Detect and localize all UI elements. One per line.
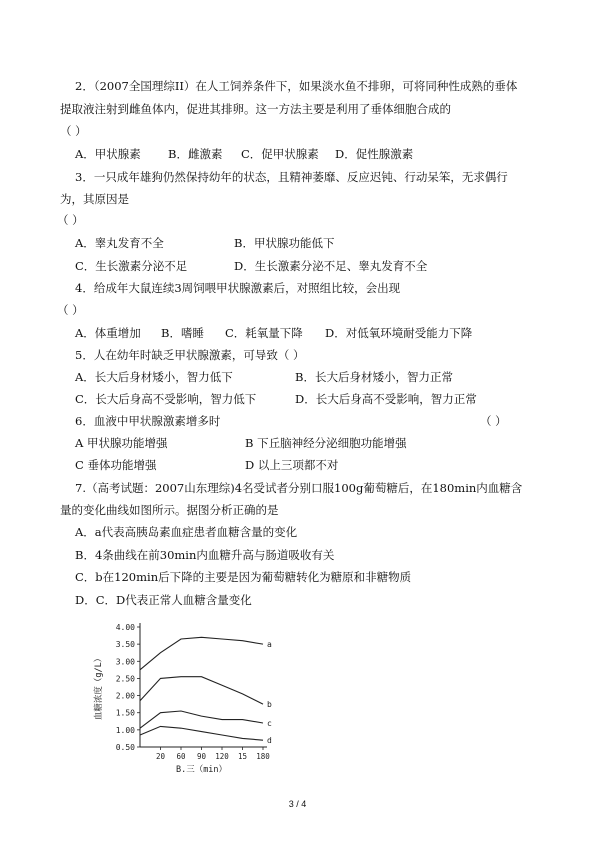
y-tick-label: 3.00 [115, 657, 135, 667]
q3-option-b: B．甲状腺功能低下 [234, 236, 335, 250]
q7-option-a: A．a代表高胰岛素血症患者血糖含量的变化 [75, 525, 298, 539]
q4-stem-line1: 4．给成年大鼠连续3周饲喂甲状腺激素后，对照组比较，会出现 [75, 281, 401, 295]
q4-option-b: B．嗜睡 [161, 326, 204, 340]
series-line-d [140, 726, 263, 740]
q2-option-c: C．促甲状腺素 [241, 147, 319, 161]
q4-option-c: C．耗氧量下降 [225, 326, 303, 340]
y-tick-label: 0.50 [115, 743, 135, 752]
blood-glucose-chart [85, 615, 285, 775]
q7-stem-line1: 7.（高考试题：2007山东理综)4名受试者分别口服100g葡萄糖后，在180min内血糖含 [75, 481, 523, 495]
q5-option-b: B．长大后身材矮小，智力正常 [295, 370, 453, 384]
q4-answer-paren: （ ） [57, 303, 84, 317]
y-tick-label: 2.00 [115, 691, 135, 701]
series-label-a: a [267, 640, 272, 650]
series-label-b: b [267, 700, 272, 710]
series-line-a [140, 637, 263, 670]
q5-option-a: A．长大后身材矮小，智力低下 [75, 370, 233, 384]
q2-option-d: D．促性腺激素 [335, 147, 414, 161]
x-tick-label: 180 [256, 752, 270, 761]
q4-option-a: A．体重增加 [75, 326, 141, 340]
q2-stem-line1: 2．（2007全国理综II）在人工饲养条件下，如果淡水鱼不排卵，可将同种性成熟的垂体 [75, 79, 518, 93]
q2-stem-line2: 提取液注射到雌鱼体内，促进其排卵。这一方法主要是利用了垂体细胞合成的 [60, 102, 451, 116]
q3-answer-paren: （ ） [57, 213, 84, 227]
y-tick-label: 4.00 [115, 623, 135, 632]
x-tick-label: 15 [237, 752, 248, 761]
q5-option-d: D．长大后身高不受影响，智力正常 [295, 392, 477, 406]
q5-option-c: C．长大后身高不受影响，智力低下 [75, 392, 257, 406]
q6-option-b: B 下丘脑神经分泌细胞功能增强 [245, 436, 407, 450]
q2-option-a: A．甲状腺素 [75, 147, 141, 161]
q6-option-c: C 垂体功能增强 [75, 458, 157, 472]
y-tick-label: 1.50 [115, 708, 135, 718]
page-number: 3 / 4 [288, 799, 307, 809]
series-line-b [140, 677, 263, 704]
x-tick-label: 120 [215, 752, 229, 761]
y-tick-label: 2.50 [115, 674, 135, 684]
q4-option-d: D．对低氧环境耐受能力下降 [325, 326, 473, 340]
x-tick-label: 60 [176, 752, 186, 761]
q2-answer-paren: （ ） [60, 124, 87, 138]
q3-stem-line2: 为，其原因是 [60, 192, 129, 206]
series-label-d: d [267, 736, 272, 746]
q7-option-c: C．b在120min后下降的主要是因为葡萄糖转化为糖原和非糖物质 [75, 570, 412, 584]
q3-option-c: C．生长激素分泌不足 [75, 259, 188, 273]
q6-option-d: D 以上三项都不对 [245, 458, 339, 472]
q3-stem-line1: 3．一只成年雄狗仍然保持幼年的状态，且精神萎靡、反应迟钝、行动呆笨，无求偶行 [75, 170, 508, 184]
q5-stem-line1: 5．人在幼年时缺乏甲状腺激素，可导致（ ） [75, 348, 305, 362]
q6-answer-paren: （ ） [480, 414, 507, 428]
series-line-c [140, 711, 263, 728]
y-axis-title: 血糖浓度（g/L） [94, 653, 104, 721]
y-tick-label: 1.00 [115, 725, 135, 735]
q7-stem-line2: 量的变化曲线如图所示。据图分析正确的是 [60, 503, 279, 517]
x-axis-title: B.三（min） [175, 765, 228, 775]
q6-option-a: A 甲状腺功能增强 [75, 436, 168, 450]
q2-option-b: B．雌激素 [168, 147, 223, 161]
x-tick-label: 20 [155, 752, 166, 761]
x-tick-label: 90 [196, 752, 207, 761]
q7-option-d: D．C．D代表正常人血糖含量变化 [75, 593, 252, 607]
q7-option-b: B．4条曲线在前30min内血糖升高与肠道吸收有关 [75, 548, 335, 562]
series-label-c: c [267, 719, 272, 728]
q3-option-d: D．生长激素分泌不足、睾丸发育不全 [234, 259, 428, 273]
q3-option-a: A．睾丸发育不全 [75, 236, 164, 250]
q6-stem-line1: 6．血液中甲状腺激素增多时 [75, 414, 221, 428]
y-tick-label: 3.50 [115, 640, 135, 650]
